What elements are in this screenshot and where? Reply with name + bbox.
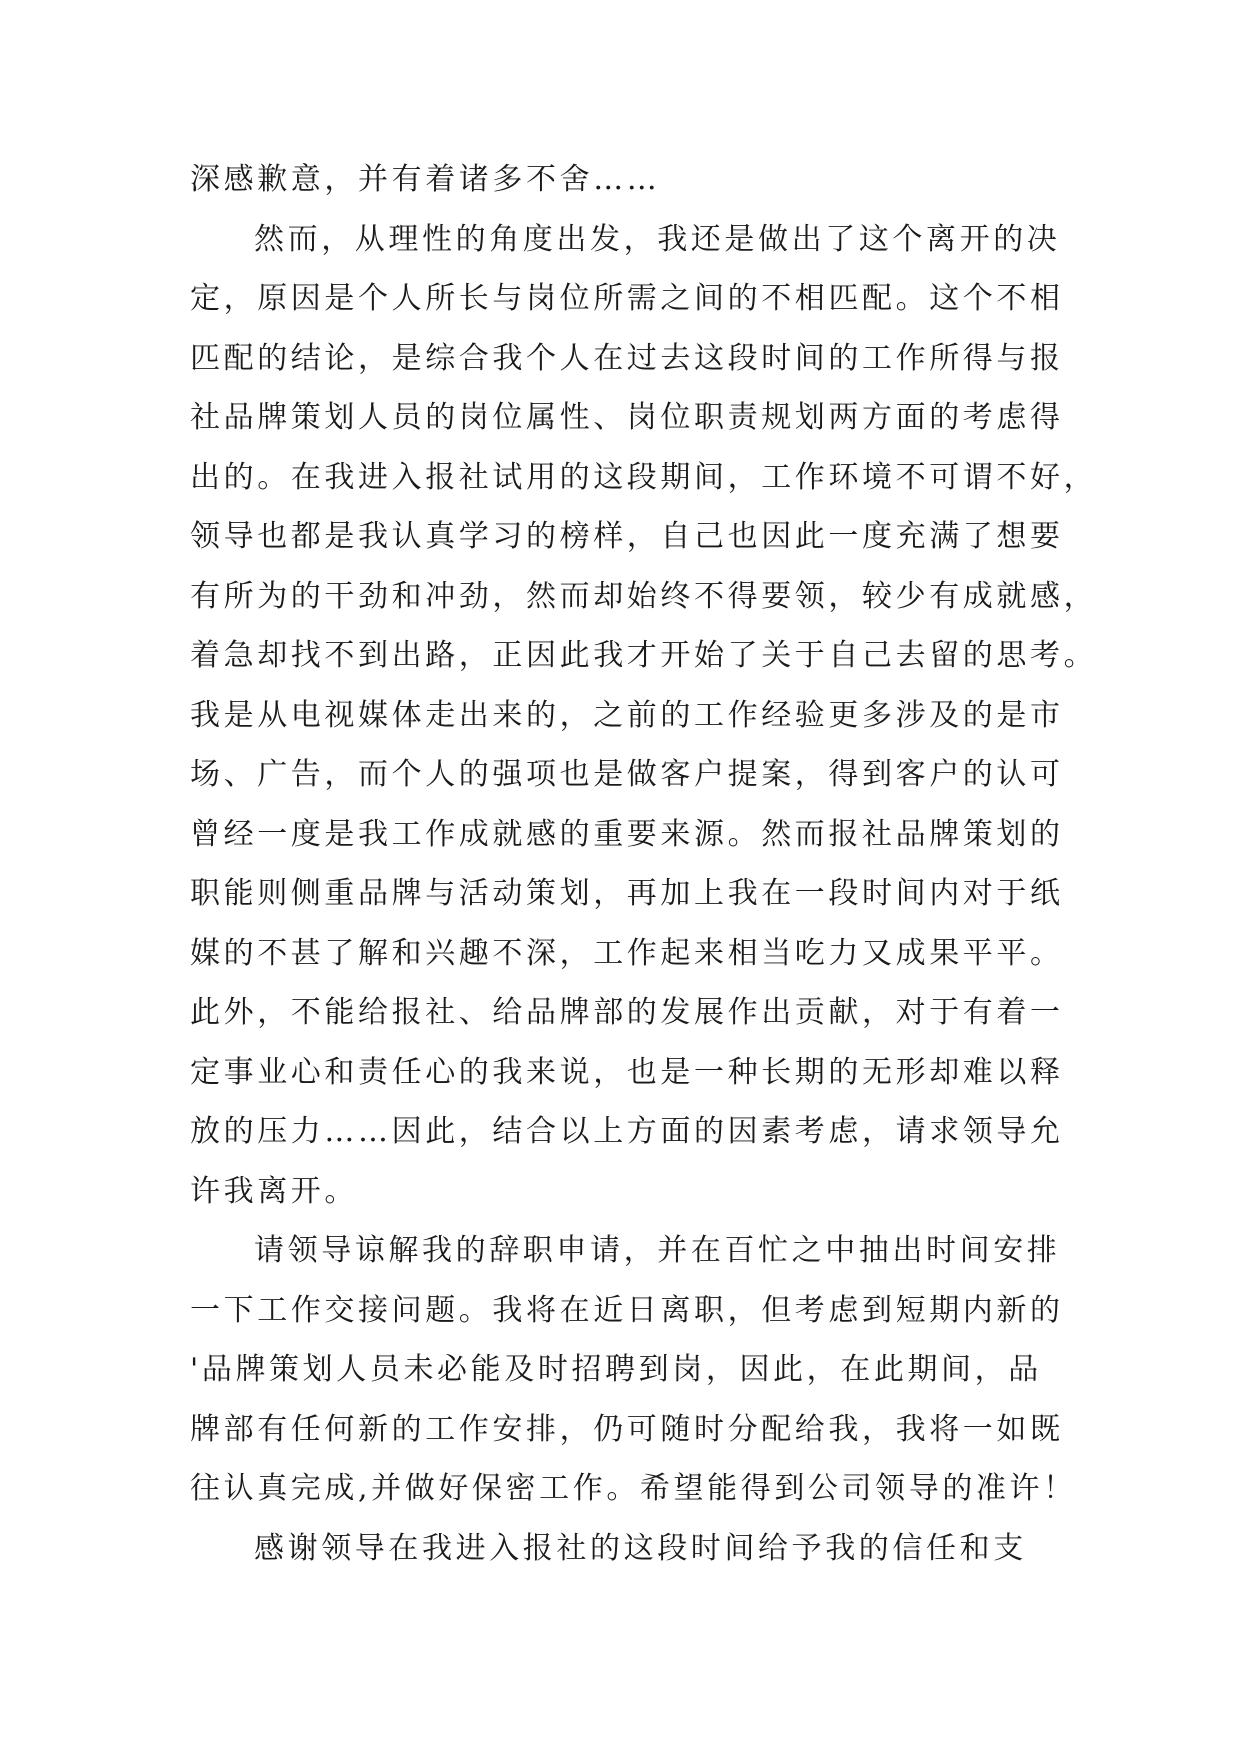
text-line: 媒的不甚了解和兴趣不深，工作起来相当吃力又成果平平。	[190, 935, 1064, 971]
text-line: 许我离开。	[190, 1173, 358, 1209]
text-line: 曾经一度是我工作成就感的重要来源。然而报社品牌策划的	[190, 816, 1064, 852]
paragraph-start-line: 然而，从理性的角度出发，我还是做出了这个离开的决	[254, 221, 1061, 257]
text-line: '品牌策划人员未必能及时招聘到岗，因此，在此期间，品	[190, 1352, 1042, 1387]
text-line: 职能则侧重品牌与活动策划，再加上我在一段时间内对于纸	[190, 876, 1064, 911]
paragraph-start-line: 请领导谅解我的辞职申请，并在百忙之中抽出时间安排	[254, 1233, 1061, 1268]
text-line: 出的。在我进入报社试用的这段期间，工作环境不可谓不好，	[190, 459, 1098, 495]
text-line: 定，原因是个人所长与岗位所需之间的不相匹配。这个不相	[190, 281, 1064, 316]
text-line: 牌部有任何新的工作安排，仍可随时分配给我，我将一如既	[190, 1411, 1064, 1447]
text-line: 放的压力……因此，结合以上方面的因素考虑，请求领导允	[190, 1114, 1064, 1149]
text-line: 社品牌策划人员的岗位属性、岗位职责规划两方面的考虑得	[190, 400, 1064, 435]
text-line: 一下工作交接问题。我将在近日离职，但考虑到短期内新的	[190, 1292, 1064, 1328]
text-line: 匹配的结论，是综合我个人在过去这段时间的工作所得与报	[190, 340, 1064, 376]
text-line: 深感歉意，并有着诸多不舍……	[190, 162, 661, 197]
text-line: 此外，不能给报社、给品牌部的发展作出贡献，对于有着一	[190, 995, 1064, 1030]
text-line: 往认真完成,并做好保密工作。希望能得到公司领导的准许！	[190, 1471, 1077, 1506]
text-line: 我是从电视媒体走出来的，之前的工作经验更多涉及的是市	[190, 697, 1064, 733]
text-line: 有所为的干劲和冲劲，然而却始终不得要领，较少有成就感，	[190, 578, 1098, 614]
text-line: 着急却找不到出路，正因此我才开始了关于自己去留的思考。	[190, 638, 1098, 673]
text-line: 场、广告，而个人的强项也是做客户提案，得到客户的认可	[190, 757, 1064, 792]
letter-body	[190, 150, 1190, 1578]
paragraph-start-line: 感谢领导在我进入报社的这段时间给予我的信任和支	[254, 1530, 1027, 1566]
text-line: 领导也都是我认真学习的榜样，自己也因此一度充满了想要	[190, 519, 1064, 554]
text-line: 定事业心和责任心的我来说，也是一种长期的无形却难以释	[190, 1054, 1064, 1090]
